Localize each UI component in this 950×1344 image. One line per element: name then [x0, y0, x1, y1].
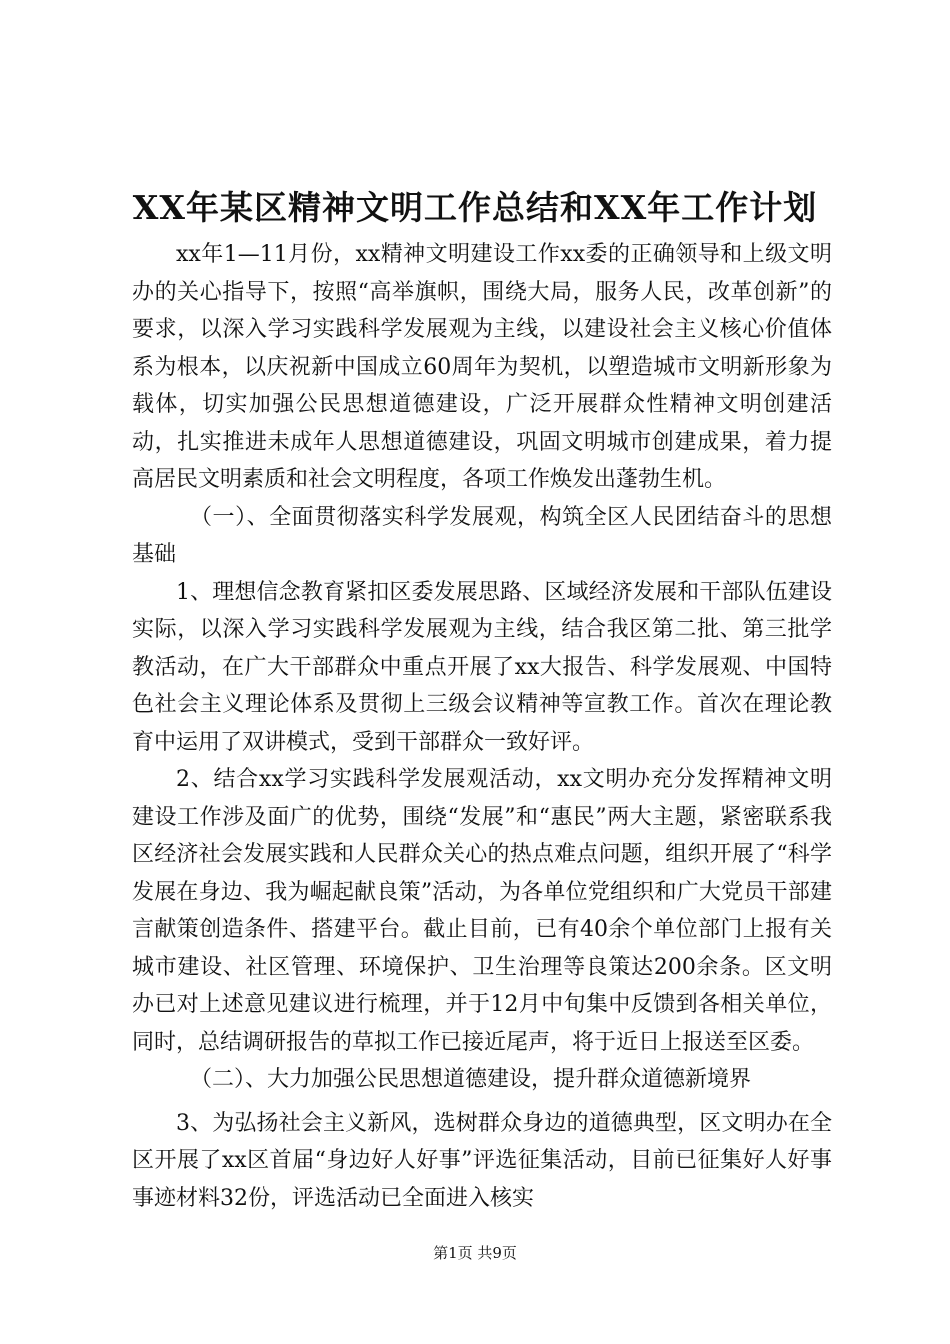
document-title: XX年某区精神文明工作总结和XX年工作计划	[132, 188, 818, 227]
item-paragraph-3: 3、为弘扬社会主义新风，选树群众身边的道德典型，区文明办在全区开展了xx区首届“身边好人好事”评选征集活动，目前已征集好人好事事迹材料32份，评选活动已全面进入核实	[132, 1110, 832, 1211]
section-heading-1: （一）、全面贯彻落实科学发展观，构筑全区人民团结奋斗的思想基础	[132, 504, 832, 567]
item-paragraph-1: 1、理想信念教育紧扣区委发展思路、区域经济发展和干部队伍建设实际，以深入学习实践科学发展观为主线，结合我区第二批、第三批学教活动，在广大干部群众中重点开展了xx大报告、科学发展观、中国特色社会主义理论体系及贯彻上三级会议精神等宣教工作。首次在理论教育中运用了双讲模式，受到干部群众一致好评。	[132, 579, 832, 755]
section-heading-2: （二）、大力加强公民思想道德建设，提升群众道德新境界	[190, 1067, 752, 1092]
item-paragraph-2: 2、结合xx学习实践科学发展观活动，xx文明办充分发挥精神文明建设工作涉及面广的优势，围绕“发展”和“惠民”两大主题，紧密联系我区经济社会发展实践和人民群众关心的热点难点问题，组织开展了“科学发展在身边、我为崛起献良策”活动，为各单位党组织和广大党员干部建言献策创造条件、搭建平台。截止目前，已有40余个单位部门上报有关城市建设、社区管理、环境保护、卫生治理等良策达200余条。区文明办已对上述意见建议进行梳理，并于12月中旬集中反馈到各相关单位，同时，总结调研报告的草拟工作已接近尾声，将于近日上报送至区委。	[132, 767, 832, 1055]
document-body	[132, 236, 832, 1217]
intro-paragraph: xx年1—11月份，xx精神文明建设工作xx委的正确领导和上级文明办的关心指导下，按照“高举旗帜，围绕大局，服务人民，改革创新”的要求，以深入学习实践科学发展观为主线，以建设社会主义核心价值体系为根本，以庆祝新中国成立60周年为契机，以塑造城市文明新形象为载体，切实加强公民思想道德建设，广泛开展群众性精神文明创建活动，扎实推进未成年人思想道德建设，巩固文明城市创建成果，着力提高居民文明素质和社会文明程度，各项工作焕发出蓬勃生机。	[132, 242, 832, 492]
page-number-footer: 第1页 共9页	[433, 1244, 517, 1262]
